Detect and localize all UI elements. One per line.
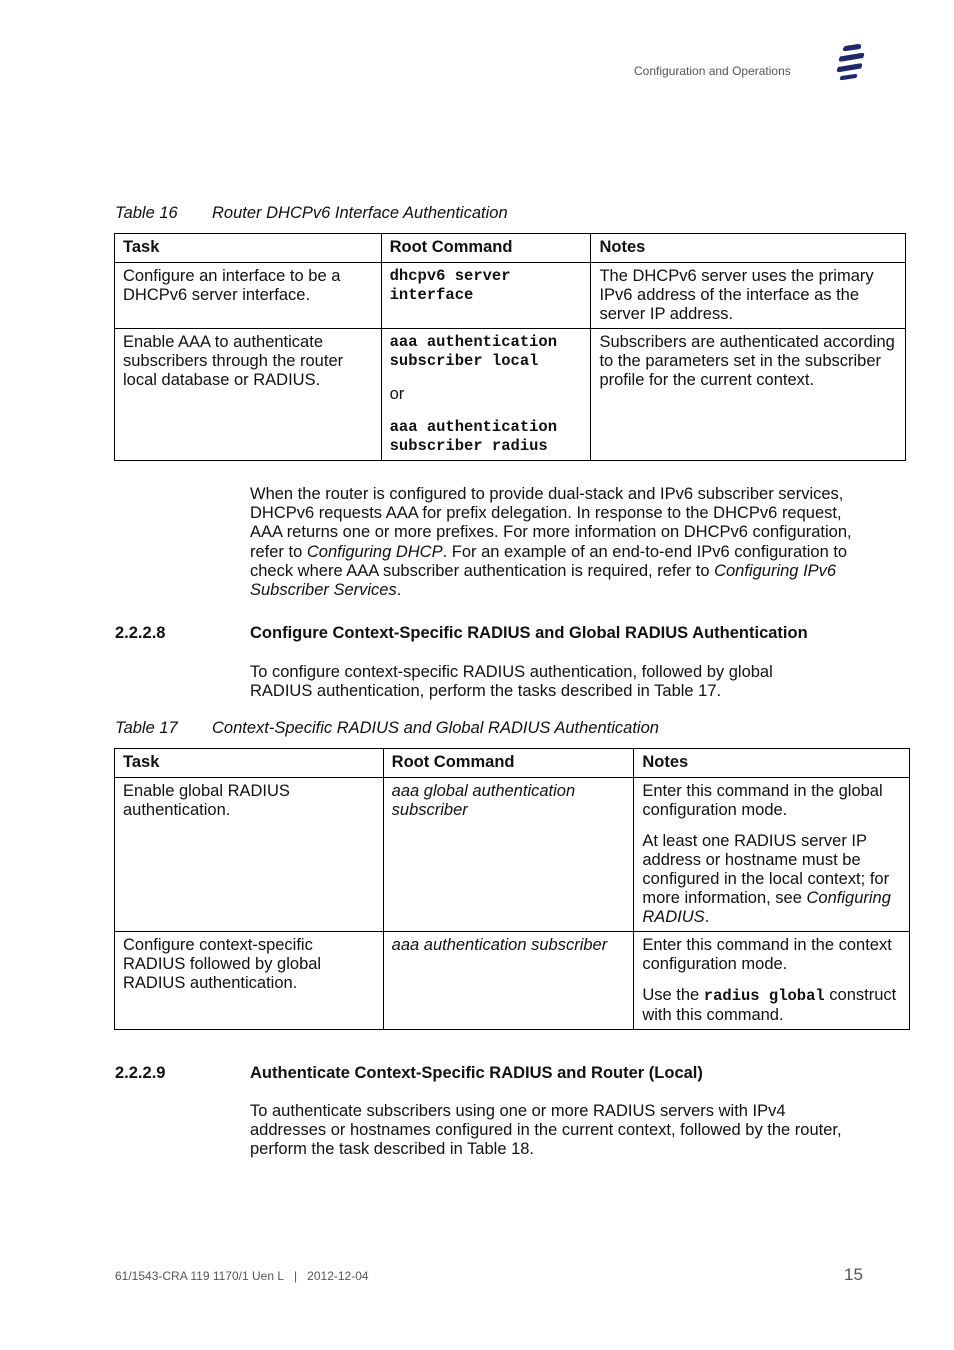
command-line: aaa authentication <box>389 333 558 351</box>
table-caption-number: Table 16 <box>115 204 178 222</box>
cell-task: Configure an interface to be a DHCPv6 server interface. <box>115 263 382 329</box>
cell-task: Enable AAA to authenticate subscribers through the router local database or RADIUS. <box>115 329 382 461</box>
header-notes: Notes <box>634 749 910 778</box>
footer-separator: | <box>294 1269 298 1283</box>
notes-paragraph <box>642 986 901 1025</box>
table-header-row <box>115 749 910 778</box>
cell-command <box>381 263 591 329</box>
notes-paragraph <box>642 832 901 927</box>
table-caption-number: Table 17 <box>115 719 178 737</box>
inline-code: radius global <box>703 987 825 1005</box>
paragraph-text: To authenticate subscribers using one or more RADIUS servers with IPv4 addresses or hostnames configured in the current context, followed by the router, perform the task described in Table 18. <box>250 1102 842 1159</box>
table-caption <box>115 204 508 223</box>
cell-task: Enable global RADIUS authentication. <box>115 778 384 932</box>
cell-command: aaa global authentication subscriber <box>383 778 634 932</box>
notes-paragraph: Enter this command in the global configuration mode. <box>642 782 883 819</box>
footer-date: 2012-12-04 <box>307 1269 369 1283</box>
paragraph-text: . For an example of an end-to-end IPv6 configuration to check where AAA subscriber authentication is required, refer to <box>250 542 848 580</box>
paragraph-text: To configure context-specific RADIUS authentication, followed by global RADIUS authentication, perform the tasks described in Table 17. <box>250 663 773 701</box>
table-row <box>115 329 906 461</box>
header-task: Task <box>115 234 382 263</box>
cell-notes: Subscribers are authenticated according to the parameters set in the subscriber profile for the current context. <box>591 329 906 461</box>
table-row <box>115 263 906 329</box>
table-17 <box>114 748 910 1030</box>
footer-doc-info <box>115 1269 369 1283</box>
paragraph-text: When the router is configured to provide dual-stack and IPv6 subscriber services, DHCPv6 requests AAA for prefix delegation. In response to the DHCPv6 request, AAA returns one or more prefixes. For more information on DHCPv6 configuration, refer to <box>250 485 852 561</box>
table-caption-title: Context-Specific RADIUS and Global RADIUS Authentication <box>212 719 659 737</box>
body-paragraph <box>250 485 870 600</box>
cell-notes <box>634 778 910 932</box>
header-notes: Notes <box>591 234 906 263</box>
running-header: Configuration and Operations <box>634 64 791 78</box>
table-row <box>115 778 910 932</box>
section-number: 2.2.2.9 <box>115 1064 166 1082</box>
command-line: subscriber local <box>389 352 539 370</box>
table-caption-title: Router DHCPv6 Interface Authentication <box>212 204 508 222</box>
reference-link[interactable]: Configuring DHCP <box>306 542 443 561</box>
section-title: Authenticate Context-Specific RADIUS and Router (Local) <box>250 1064 703 1082</box>
paragraph-text: . <box>396 581 402 600</box>
notes-text: At least one RADIUS server IP address or hostname must be configured in the local context; for more information, see <box>642 832 890 907</box>
table-caption <box>115 719 659 738</box>
header-root-command: Root Command <box>381 234 591 263</box>
table-16 <box>114 233 906 461</box>
notes-text: . <box>704 908 710 926</box>
company-logo-icon <box>836 44 866 80</box>
reference-link[interactable]: Configuring IPv6 Subscriber Services <box>250 561 837 600</box>
table-header-row <box>115 234 906 263</box>
section-number: 2.2.2.8 <box>115 624 166 642</box>
section-body <box>250 1102 850 1160</box>
cell-command <box>381 329 591 461</box>
notes-text: construct with this command. <box>642 986 897 1024</box>
header-task: Task <box>115 749 384 778</box>
table-row <box>115 932 910 1030</box>
cell-command: aaa authentication subscriber <box>383 932 634 1030</box>
footer-doc-id: 61/1543-CRA 119 1170/1 Uen L <box>115 1269 285 1283</box>
command-line: subscriber radius <box>389 437 548 455</box>
cell-notes <box>634 932 910 1030</box>
reference-link[interactable]: Configuring RADIUS <box>642 889 891 926</box>
cell-notes: The DHCPv6 server uses the primary IPv6 address of the interface as the server IP address. <box>591 263 906 329</box>
section-body <box>250 663 830 701</box>
notes-paragraph: Enter this command in the context configuration mode. <box>642 936 892 973</box>
command-line: aaa authentication <box>389 418 558 436</box>
page-number: 15 <box>844 1265 863 1284</box>
cell-task: Configure context-specific RADIUS followed by global RADIUS authentication. <box>115 932 384 1030</box>
section-title: Configure Context-Specific RADIUS and Global RADIUS Authentication <box>250 624 808 642</box>
command-or: or <box>389 385 405 403</box>
notes-text: Use the <box>642 986 704 1004</box>
command-line: interface <box>389 286 474 304</box>
command-line: dhcpv6 server <box>389 267 511 285</box>
header-root-command: Root Command <box>383 749 634 778</box>
